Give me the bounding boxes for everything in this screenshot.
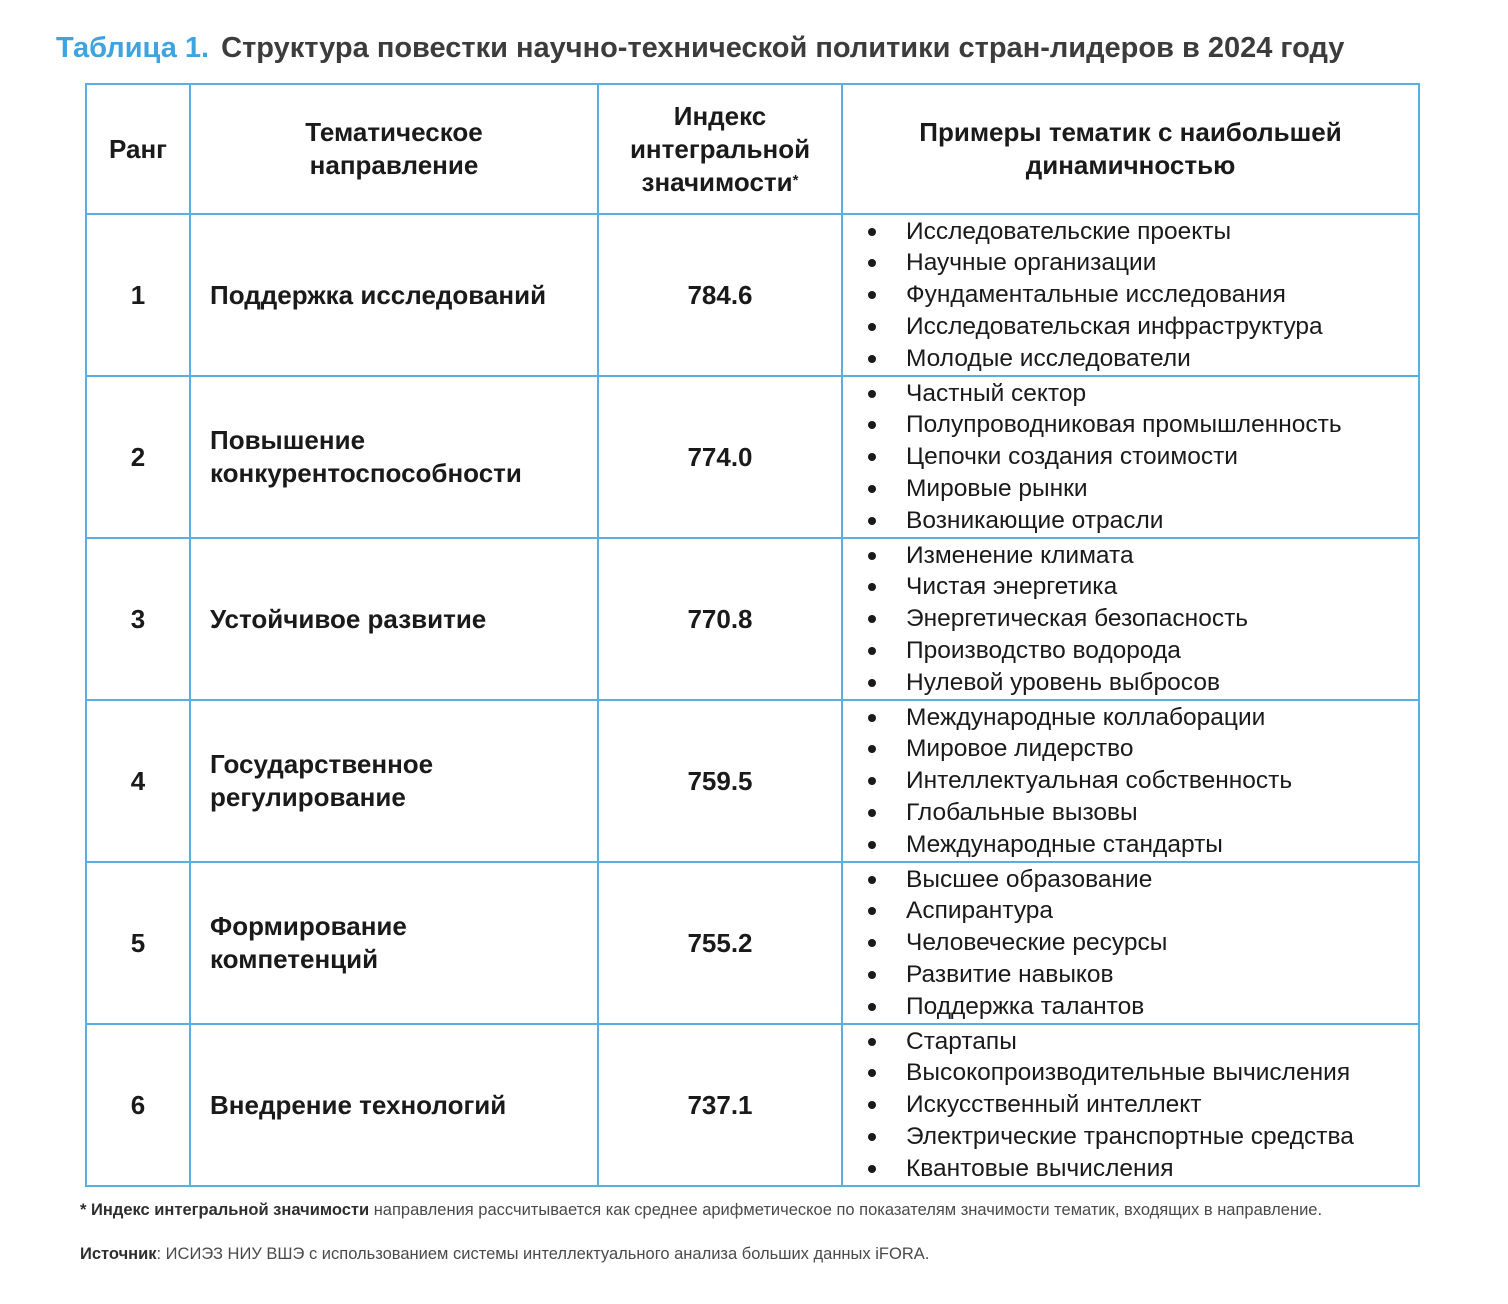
topic-list-item: Фундаментальные исследования [865, 279, 1418, 311]
table-row [86, 1024, 1419, 1186]
topic-list-item: Человеческие ресурсы [865, 927, 1418, 959]
topic-list-item: Стартапы [865, 1026, 1418, 1058]
bullet-icon [868, 745, 876, 753]
bullet-icon [868, 679, 876, 687]
rank-cell: 5 [86, 862, 190, 1024]
table-row [86, 214, 1419, 376]
topic-list-item: Поддержка талантов [865, 991, 1418, 1023]
topic-list-item: Мировые рынки [865, 473, 1418, 505]
index-value-cell: 759.5 [598, 700, 842, 862]
topics-cell [842, 376, 1419, 538]
bullet-icon [868, 583, 876, 591]
direction-cell: Формирование компетенций [190, 862, 598, 1024]
bullet-icon [868, 228, 876, 236]
bullet-icon [868, 1069, 876, 1077]
topics-cell [842, 538, 1419, 700]
topic-list-item: Мировое лидерство [865, 733, 1418, 765]
header-index: Индекс интегральной значимости* [598, 84, 842, 214]
topics-cell [842, 214, 1419, 376]
topic-list [865, 702, 1418, 861]
topic-list-item: Частный сектор [865, 378, 1418, 410]
bullet-icon [868, 1133, 876, 1141]
bullet-icon [868, 323, 876, 331]
topics-cell [842, 862, 1419, 1024]
index-value-cell: 755.2 [598, 862, 842, 1024]
bullet-icon [868, 552, 876, 560]
topic-list-item: Электрические транспортные средства [865, 1121, 1418, 1153]
rank-cell: 6 [86, 1024, 190, 1186]
topic-list-item: Производство водорода [865, 635, 1418, 667]
bullet-icon [868, 485, 876, 493]
bullet-icon [868, 777, 876, 785]
source-note [80, 1245, 929, 1264]
table-row [86, 538, 1419, 700]
footnote: * Индекс интегральной значимости направления рассчитывается как среднее арифметическое по показателям значимости тематик, входящих в направление. [80, 1201, 1323, 1219]
direction-cell: Внедрение технологий [190, 1024, 598, 1186]
topic-list-item: Искусственный интеллект [865, 1089, 1418, 1121]
index-value-cell: 784.6 [598, 214, 842, 376]
index-value-cell: 774.0 [598, 376, 842, 538]
topic-list-item: Глобальные вызовы [865, 797, 1418, 829]
topic-list-item: Научные организации [865, 247, 1418, 279]
bullet-icon [868, 647, 876, 655]
topic-list-item: Чистая энергетика [865, 571, 1418, 603]
bullet-icon [868, 355, 876, 363]
topic-list [865, 864, 1418, 1023]
bullet-icon [868, 939, 876, 947]
bullet-icon [868, 907, 876, 915]
topic-list-item: Интеллектуальная собственность [865, 765, 1418, 797]
topic-list-item: Исследовательские проекты [865, 216, 1418, 248]
topic-list-item: Международные стандарты [865, 829, 1418, 861]
index-value-cell: 737.1 [598, 1024, 842, 1186]
source-label: Источник [80, 1245, 157, 1263]
bullet-icon [868, 517, 876, 525]
topic-list [865, 540, 1418, 699]
topics-cell [842, 1024, 1419, 1186]
bullet-icon [868, 1003, 876, 1011]
header-direction: Тематическое направление [190, 84, 598, 214]
table-title-text: Структура повестки научно-технической политики стран-лидеров в 2024 году [221, 32, 1345, 64]
topic-list [865, 378, 1418, 537]
table-row [86, 376, 1419, 538]
table-number-label: Таблица 1. [56, 32, 210, 64]
topic-list-item: Аспирантура [865, 895, 1418, 927]
rank-cell: 1 [86, 214, 190, 376]
footnote-text: направления рассчитывается как среднее арифметическое по показателям значимости тематик, входящих в направление. [373, 1201, 1323, 1219]
bullet-icon [868, 615, 876, 623]
header-topics: Примеры тематик с наибольшей динамичностью [842, 84, 1419, 214]
topic-list-item: Нулевой уровень выбросов [865, 667, 1418, 699]
topic-list-item: Изменение климата [865, 540, 1418, 572]
table-row [86, 862, 1419, 1024]
bullet-icon [868, 390, 876, 398]
topics-cell [842, 700, 1419, 862]
topic-list-item: Цепочки создания стоимости [865, 441, 1418, 473]
topic-list-item: Полупроводниковая промышленность [865, 409, 1418, 441]
bullet-icon [868, 421, 876, 429]
topic-list-item: Высокопроизводительные вычисления [865, 1057, 1418, 1089]
rank-cell: 4 [86, 700, 190, 862]
table-header-row [86, 84, 1419, 214]
topic-list-item: Энергетическая безопасность [865, 603, 1418, 635]
page-title [56, 28, 1344, 68]
topic-list-item: Молодые исследователи [865, 343, 1418, 375]
topic-list-item: Квантовые вычисления [865, 1153, 1418, 1185]
source-text: : ИСИЭЗ НИУ ВШЭ с использованием системы интеллектуального анализа больших данных iFORA. [156, 1245, 930, 1263]
policy-agenda-table [85, 83, 1420, 1187]
header-rank: Ранг [86, 84, 190, 214]
bullet-icon [868, 841, 876, 849]
bullet-icon [868, 1038, 876, 1046]
direction-cell: Повышение конкурентоспособности [190, 376, 598, 538]
bullet-icon [868, 453, 876, 461]
topic-list-item: Международные коллаборации [865, 702, 1418, 734]
bullet-icon [868, 809, 876, 817]
bullet-icon [868, 1101, 876, 1109]
bullet-icon [868, 971, 876, 979]
topic-list [865, 216, 1418, 375]
table-row [86, 700, 1419, 862]
footnote-term: Индекс интегральной значимости [91, 1201, 370, 1219]
bullet-icon [868, 1165, 876, 1173]
topic-list [865, 1026, 1418, 1185]
index-value-cell: 770.8 [598, 538, 842, 700]
topic-list-item: Высшее образование [865, 864, 1418, 896]
rank-cell: 2 [86, 376, 190, 538]
direction-cell: Поддержка исследований [190, 214, 598, 376]
topic-list-item: Развитие навыков [865, 959, 1418, 991]
direction-cell: Государственное регулирование [190, 700, 598, 862]
footnote-mark: * [792, 171, 799, 189]
direction-cell: Устойчивое развитие [190, 538, 598, 700]
bullet-icon [868, 259, 876, 267]
bullet-icon [868, 291, 876, 299]
bullet-icon [868, 714, 876, 722]
topic-list-item: Исследовательская инфраструктура [865, 311, 1418, 343]
bullet-icon [868, 876, 876, 884]
topic-list-item: Возникающие отрасли [865, 505, 1418, 537]
rank-cell: 3 [86, 538, 190, 700]
